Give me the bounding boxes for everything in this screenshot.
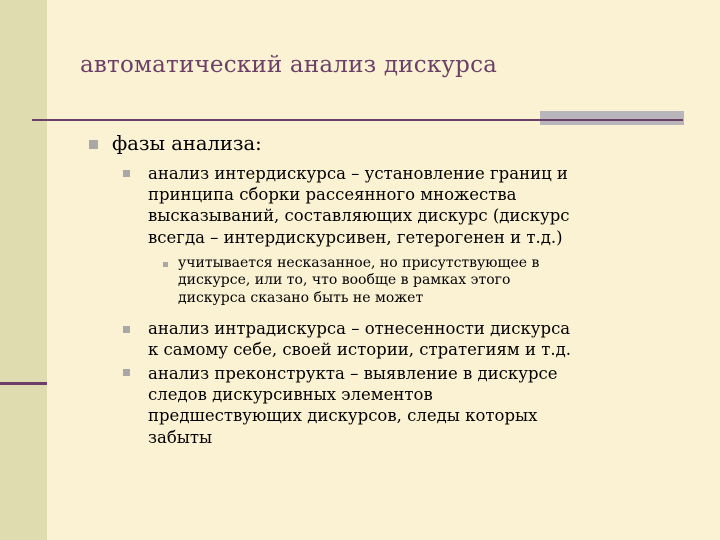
left-accent-line <box>0 382 47 385</box>
sub-list-item-line: дискурсе, или то, что вообще в рамках этого <box>178 272 511 289</box>
bullet-square-icon <box>89 140 98 149</box>
list-item-line: всегда – интердискурсивен, гетерогенен и т.д.) <box>148 227 563 247</box>
list-item-line: анализ интрадискурса – отнесенности дискурса <box>148 319 571 338</box>
title-rule <box>32 119 683 121</box>
bullet-square-icon <box>123 170 130 177</box>
list-item-line: анализ интердискурса – установление границ и <box>148 164 568 183</box>
sub-list-item-line: учитывается несказанное, но присутствующее в <box>178 255 540 271</box>
bullet-square-icon <box>123 326 130 333</box>
bullet-square-icon <box>163 262 168 267</box>
bullet-square-icon <box>123 369 130 376</box>
list-item-line: забыты <box>148 427 213 447</box>
level1-item: фазы анализа: <box>112 132 262 155</box>
list-item-line: принципа сборки рассеянного множества <box>148 185 517 205</box>
list-item-line: к самому себе, своей истории, стратегиям и т.д. <box>148 340 572 360</box>
title-rule-block <box>540 111 684 125</box>
sub-list-item-line: дискурса сказано быть не может <box>178 289 424 306</box>
list-item-intradiscourse <box>148 318 571 360</box>
sub-list-item <box>178 255 539 307</box>
list-item-preconstruct <box>148 363 558 448</box>
list-item-line: предшествующих дискурсов, следы которых <box>148 406 538 426</box>
list-item-line: следов дискурсивных элементов <box>148 385 433 405</box>
list-item-interdiscourse <box>148 163 570 248</box>
list-item-line: высказываний, составляющих дискурс (дискурс <box>148 206 570 226</box>
slide-title: автоматический анализ дискурса <box>80 52 498 78</box>
left-decor-bar <box>0 0 47 540</box>
list-item-line: анализ преконструкта – выявление в дискурсе <box>148 364 558 383</box>
